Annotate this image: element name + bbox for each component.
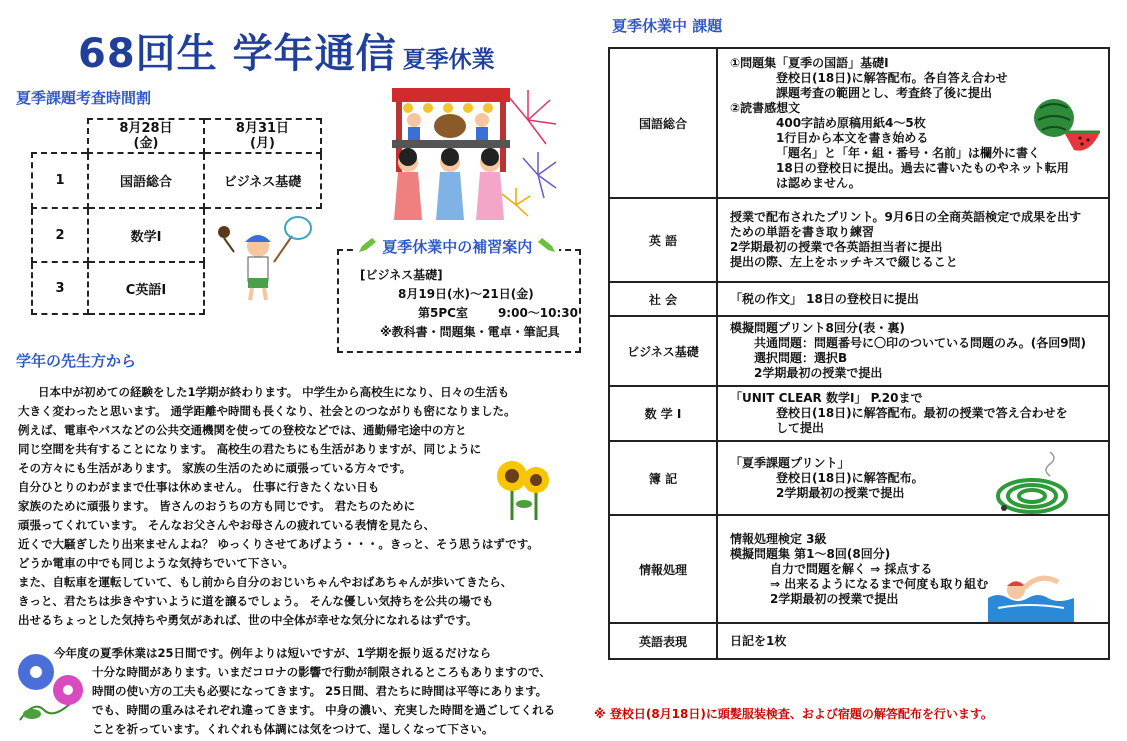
table-row [609, 198, 1109, 282]
homework-line: 授業で配布されたプリント。9月6日の全商英語検定で成果を出す [730, 210, 1082, 224]
exam-subject: C英語Ⅰ [88, 262, 204, 314]
period-1: 1 [32, 153, 88, 208]
message-line: 今年度の夏季休業は25日間です。例年よりは短いですが、1学期を振り返るだけなら [54, 646, 492, 660]
pencil-icon [359, 238, 377, 252]
hoshu-items: ※教科書・問題集・電卓・筆記具 [380, 325, 560, 339]
homework-line: は認めません。 [776, 175, 861, 190]
homework-line: 18日の登校日に提出。過去に書いたものやネット転用 [776, 160, 1069, 175]
message-line: 十分な時間があります。いまだコロナの影響で行動が制限されるところもありますので、 [92, 665, 551, 679]
schedule-date-2: 8月31日 (月) [204, 119, 321, 153]
message-line: きっと、君たちは歩きやすいように道を譲るでしょう。 そんな優しい気持ちを公共の場でも [18, 594, 494, 608]
message-line: その方々にも生活があります。 家族の生活のために頑張っている方々です。 [18, 461, 412, 475]
homework-line: 登校日(18日)に解答配布。最初の授業で答え合わせを [776, 406, 1068, 420]
homework-content [717, 282, 1109, 316]
message-heading: 学年の先生方から [16, 352, 137, 370]
table-row [609, 316, 1109, 386]
message-line: 時間の使い方の工夫も必要になってきます。 25日間、君たちに時間は平等にあります。 [92, 684, 548, 698]
homework-line: 模擬問題集 第1～8回(8回分) [730, 546, 891, 561]
homework-line: 「UNIT CLEAR 数学Ⅰ」 P.20まで [730, 391, 923, 405]
message-line: 頑張ってくれています。 そんなお父さんやお母さんの疲れている表情を見たら、 [18, 518, 436, 532]
homework-subject: 英語表現 [609, 623, 717, 659]
homework-line: ための単語を書き取り練習 [730, 225, 875, 239]
homework-line: 2学期最初の授業で各英語担当者に提出 [730, 240, 943, 254]
homework-line: して提出 [776, 421, 825, 435]
homework-line: 模擬問題プリント8回分(表・裏) [730, 321, 905, 335]
homework-subject: 簿 記 [609, 441, 717, 515]
homework-line: 登校日(18日)に解答配布。各自答え合わせ [776, 70, 1008, 85]
homework-subject: 国語総合 [609, 48, 717, 198]
homework-line: 2学期最初の授業で提出 [776, 485, 905, 500]
homework-line: ⇒ 出来るようになるまで何度も取り組む [770, 576, 989, 591]
notice-text: ※ 登校日(8月18日)に頭髪服装検査、および宿題の解答配布を行います。 [594, 707, 993, 721]
message-line: 大きく変わったと思います。 通学距離や時間も長くなり、社会とのつながりも密になりました。 [18, 404, 516, 418]
exam-subject: 数学Ⅰ [88, 208, 204, 262]
mosquito-coil-illustration [992, 452, 1074, 522]
sunflower-illustration [494, 458, 554, 520]
hoshu-dates: 8月19日(水)～21日(金) [398, 287, 534, 301]
schedule-date-1: 8月28日 (金) [88, 119, 204, 153]
message-line: 自分ひとりのわがままで仕事は休めません。 仕事に行きたくない日も [18, 480, 380, 494]
hoshu-title: 夏季休業中の補習案内 [355, 236, 559, 257]
period-2: 2 [32, 208, 88, 262]
homework-line: 選択問題：選択B [754, 351, 848, 365]
exam-subject: ビジネス基礎 [204, 153, 321, 208]
homework-subject: 数 学 Ⅰ [609, 386, 717, 441]
pencil-icon [537, 238, 555, 252]
homework-subject: ビジネス基礎 [609, 316, 717, 386]
message-line: どうか電車の中でも同じような気持ちでいて下さい。 [18, 556, 294, 570]
homework-line: 日記を1枚 [730, 633, 787, 648]
exam-subject: 国語総合 [88, 153, 204, 208]
homework-line: 2学期最初の授業で提出 [770, 591, 899, 606]
homework-content [717, 198, 1109, 282]
homework-content [717, 386, 1109, 441]
homework-line: 「夏季課題プリント」 [730, 455, 850, 470]
table-row [32, 153, 321, 208]
table-row [609, 282, 1109, 316]
homework-line: 共通問題：問題番号に〇印のついている問題のみ。(各回9問) [754, 336, 1087, 350]
message-line: 近くで大騒ぎしたり出来ませんよね？ ゆっくりさせてあげよう・・・。きっと、そう思うはずです。 [18, 537, 539, 551]
hoshu-course: [ビジネス基礎] [360, 268, 443, 282]
homework-line: 「題名」と「年・組・番号・名前」は欄外に書く [776, 145, 1041, 160]
message-line: ことを祈っています。くれぐれも体調には気をつけて、逞しくなって下さい。 [92, 722, 494, 736]
message-line: 出せるちょっとした気持ちや勇気があれば、世の中全体が幸せな気分になれるはずです。 [18, 613, 478, 627]
message-line: 日本中が初めての経験をした1学期が終わります。 中学生から高校生になり、日々の生活も [38, 385, 510, 399]
homework-line: ②読書感想文 [730, 100, 801, 115]
homework-line: 2学期最初の授業で提出 [754, 366, 883, 380]
homework-subject: 情報処理 [609, 515, 717, 623]
page-title [78, 22, 495, 79]
swimmer-illustration [988, 568, 1074, 622]
homework-line: 自力で問題を解く ⇒ 採点する [770, 561, 933, 576]
hoshu-room: 第5PC室 [418, 306, 468, 320]
homework-line: 課題考査の範囲とし、考査終了後に提出 [776, 85, 993, 100]
homework-line: 1行目から本文を書き始める [776, 130, 929, 145]
table-row [609, 623, 1109, 659]
teacher-message [18, 383, 588, 739]
message-line: 例えば、電車やバスなどの公共交通機関を使っての登校などでは、通勤帰宅途中の方と [18, 423, 467, 437]
homework-line: 提出の際、左上をホッチキスで綴じること [730, 255, 958, 269]
homework-content [717, 316, 1109, 386]
homework-subject: 社 会 [609, 282, 717, 316]
festival-illustration [378, 80, 558, 230]
homework-content [717, 623, 1109, 659]
schedule-heading: 夏季課題考査時間割 [16, 89, 152, 107]
homework-subject: 英 語 [609, 198, 717, 282]
homework-line: 「税の作文」 18日の登校日に提出 [730, 291, 919, 306]
hoshu-time: 9:00～10:30 [497, 306, 578, 320]
message-line: 家族のために頑張ります。 皆さんのおうちの方も同じです。 君たちのために [18, 499, 416, 513]
homework-line: 登校日(18日)に解答配布。 [776, 470, 924, 485]
homework-heading: 夏季休業中 課題 [612, 17, 723, 35]
hoshu-details [360, 266, 578, 342]
homework-line: 400字詰め原稿用紙4～5枚 [776, 115, 926, 130]
homework-line: ①問題集「夏季の国語」基礎Ⅰ [730, 55, 889, 70]
homework-line: 情報処理検定 3級 [730, 531, 827, 546]
message-line: でも、時間の重みはそれぞれ違ってきます。 中身の濃い、充実した時間を過ごしてくれる [92, 703, 556, 717]
bug-catching-boy-illustration [212, 212, 312, 304]
message-line: 同じ空間を共有することになります。 高校生の君たちにも生活がありますが、同じように [18, 442, 482, 456]
period-3: 3 [32, 262, 88, 314]
message-line: また、自転車を運転していて、もし前から自分のおじいちゃんやおばあちゃんが歩いてきたら、 [18, 575, 513, 589]
title-sub: 夏季休業 [402, 47, 495, 73]
table-row [609, 386, 1109, 441]
title-main: 68回生 学年通信 [78, 31, 397, 77]
watermelon-illustration [1030, 92, 1102, 156]
morning-glory-illustration [14, 650, 86, 722]
